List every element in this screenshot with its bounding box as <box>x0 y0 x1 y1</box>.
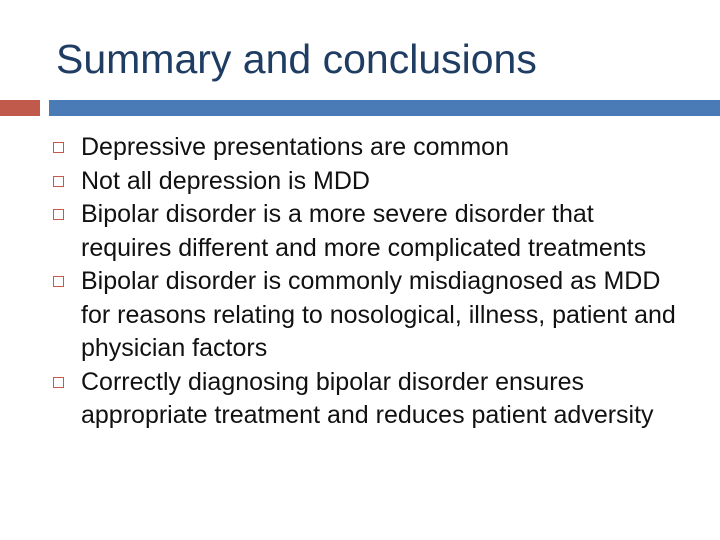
bullet-item <box>0 198 720 265</box>
bullet-text: Bipolar disorder is a more severe disorder that requires different and more complicated treatments <box>81 200 647 262</box>
bullet-item <box>0 366 720 433</box>
square-bullet-icon <box>53 142 64 153</box>
bullet-item <box>0 165 720 199</box>
square-bullet-icon <box>53 209 64 220</box>
bullet-item <box>0 265 720 366</box>
square-bullet-icon <box>53 176 64 187</box>
square-bullet-icon <box>53 377 64 388</box>
title-accent-bar <box>0 100 40 116</box>
bullet-item <box>0 131 720 165</box>
bullet-text: Bipolar disorder is commonly misdiagnosed as MDD for reasons relating to nosological, illness, patient and physician factors <box>81 267 676 362</box>
bullet-list <box>0 131 720 433</box>
slide-title: Summary and conclusions <box>56 36 537 82</box>
square-bullet-icon <box>53 276 64 287</box>
bullet-text: Correctly diagnosing bipolar disorder ensures appropriate treatment and reduces patient adversity <box>81 367 654 429</box>
bullet-text: Depressive presentations are common <box>81 133 509 161</box>
title-rule-bar <box>49 100 720 116</box>
bullet-text: Not all depression is MDD <box>81 166 370 195</box>
